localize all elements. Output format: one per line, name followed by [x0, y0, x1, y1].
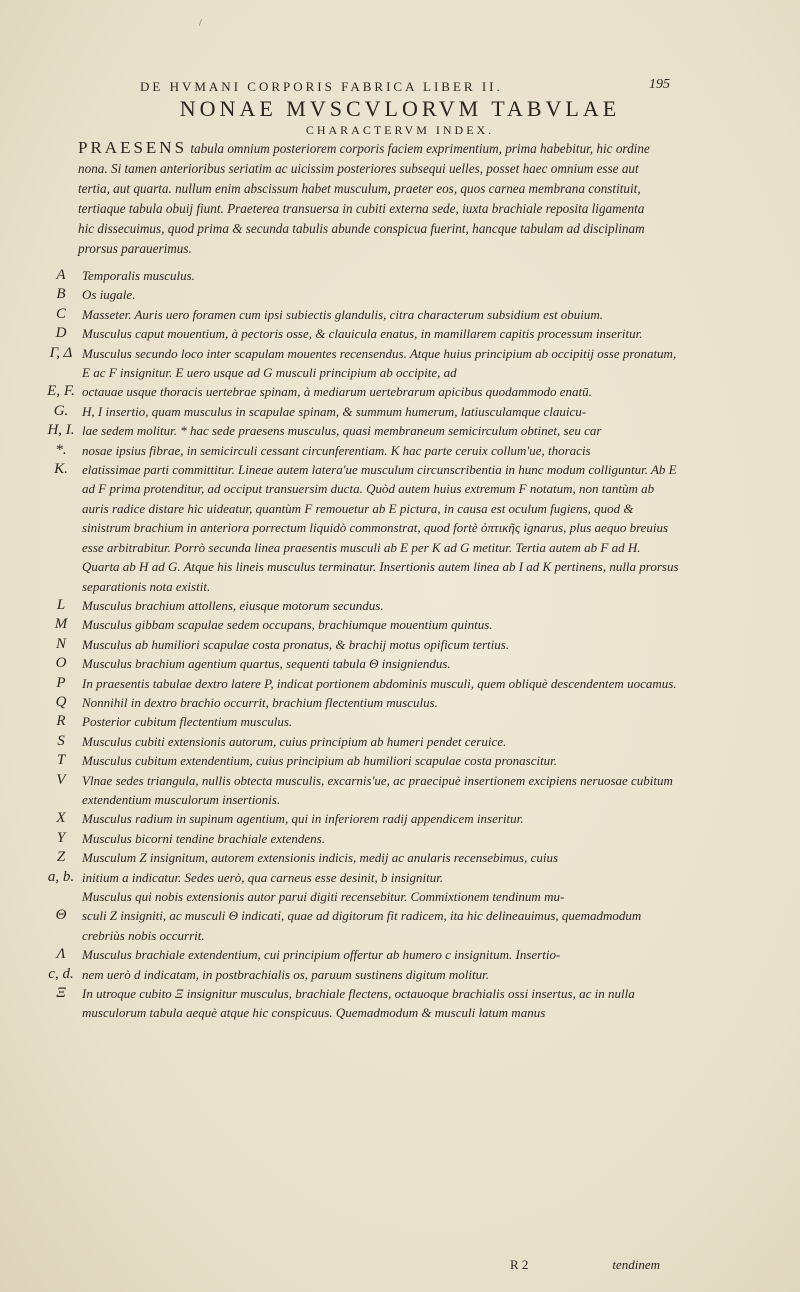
- index-entry: [40, 829, 680, 848]
- entry-key: H, I.: [47, 422, 75, 439]
- index-entry: [40, 382, 680, 401]
- entry-key: M: [54, 616, 68, 633]
- entry-text: Musculus bicorni tendine brachiale extendens.: [82, 830, 325, 846]
- entry-key: T: [56, 752, 66, 769]
- entry-text: H, I insertio, quam musculus in scapulae spinam, & summum humerum, latiusculamque clauicu-: [82, 403, 587, 419]
- entry-text: Temporalis musculus.: [82, 268, 195, 283]
- running-header: [130, 77, 670, 97]
- entry-text: nosae ipsius fibrae, in semicirculi cessant circunferentiam. K hac parte ceruix collum'ue, thoracis: [82, 442, 591, 458]
- intro-text: tabula omnium posteriorem corporis faciem exprimentium, prima habebitur, hic ordine nona. Si tamen anterioribus seriatim ac uicissim posteriores subsequi uelles, posset haec omnium esse aut tertia, aut quarta. nullum enim abscissum habet musculum, praeter eos, quos carnea membrana constituit, tertiaque tabula obuij fiunt. Praeterea transuersa in cubiti externa sede, iuxta brachiale reposita ligamenta hic dissecuimus, quod prima & secunda tabulis abunde conspicua fuerint, hancque tabulam ad disciplinam prorsus parauerimus.: [78, 141, 650, 256]
- entry-key: O: [55, 655, 67, 672]
- index-entry: [40, 596, 680, 615]
- index-entry: [40, 965, 680, 984]
- page-title: NONAE MVSCVLORVM TABVLAE: [179, 96, 621, 121]
- entry-text: Os iugale.: [82, 287, 136, 303]
- entry-text: Musculus cubitum extendentium, cuius principium ab humiliori scapulae costa pronascitur.: [82, 753, 558, 769]
- entry-text: Musculus radium in supinum agentium, qui in inferiorem radij appendicem inseritur.: [82, 811, 524, 827]
- entry-text: Musculus brachiale extendentium, cui principium offertur ab humero c insignitum. Insertio-: [82, 947, 561, 963]
- index-entry: [40, 421, 680, 440]
- entry-key: E, F.: [47, 383, 75, 400]
- entry-key: a, b.: [47, 868, 75, 885]
- index-entry: [40, 266, 680, 285]
- entry-key: X: [56, 810, 66, 827]
- entry-key: G.: [53, 402, 69, 419]
- entry-key: B: [56, 286, 66, 303]
- index-entry: [40, 712, 680, 731]
- folio-number: 195: [649, 77, 670, 92]
- index-entry: [40, 906, 680, 945]
- entry-key: D: [55, 325, 67, 342]
- page-mark: /: [199, 18, 202, 29]
- entry-text: lae sedem molitur. * hac sede praesens musculus, quasi membraneum semicirculum obtinet, seu car: [82, 423, 602, 439]
- entry-text: Musculus brachium attollens, eiusque motorum secundus.: [82, 597, 384, 613]
- entry-key: c, d.: [48, 965, 74, 982]
- entry-text: Posterior cubitum flectentium musculus.: [82, 714, 293, 730]
- entry-key: K.: [54, 461, 68, 478]
- character-index-list: [40, 266, 680, 1023]
- entry-text: Musculus caput mouentium, à pectoris osse, & clauicula enatus, in mamillarem capitis processum inseritur.: [82, 326, 643, 342]
- index-entry: [40, 984, 680, 1023]
- entry-text: Masseter. Auris uero foramen cum ipsi subiectis glandulis, citra characterum subsidium est obuium.: [82, 306, 604, 322]
- entry-text: sculi Z insigniti, ac musculi Θ indicati, quae ad digitorum fit radicem, ita hic delineauimus, quemadmodum crebriùs nobis occurrit.: [82, 908, 642, 943]
- page-subtitle: CHARACTERVM INDEX.: [305, 123, 495, 137]
- entry-text: Musculus gibbam scapulae sedem occupans, brachiumque mouentium quintus.: [82, 617, 493, 633]
- entry-key: S: [57, 732, 65, 749]
- index-entry: [40, 771, 680, 810]
- entry-text: Musculus cubiti extensionis autorum, cuius principium ab humeri pendet ceruice.: [82, 733, 507, 749]
- entry-text: Nonnihil in dextro brachio occurrit, brachium flectentium musculus.: [82, 694, 438, 710]
- index-entry: [40, 848, 680, 867]
- index-entry: [40, 324, 680, 343]
- entry-text: Musculus ab humiliori scapulae costa pronatus, & brachij motus opificum tertius.: [82, 636, 510, 652]
- index-entry: [40, 344, 680, 383]
- entry-key: P: [56, 674, 66, 691]
- intro-paragraph: [78, 138, 658, 259]
- index-entry: [40, 868, 680, 887]
- entry-key: Z: [56, 849, 66, 866]
- entry-text: elatissimae parti committitur. Lineae autem latera'ue musculum circunscribentia in hunc modum colliguntur. Ab E ad F prima protenditur, ad occiput transuersim ducta. Quòd autem huius extremum F notatum, non tantùm ab auris radice distare hic uideatur, quantùm F remouetur ab E pictura, in causa est oculum fugiens, quod & sinistrum brachium in anteriora porrectum liquidò commonstrat, quod fortè ὀπτικῆς ignarus, plus aequo breuius esse arbitrabitur. Porrò secunda linea praesentis musculi ab E per K ad G metitur. Tertia autem ab F ad H. Quarta ab H ad G. Atque his lineis musculus terminatur. Insertionis autem linea ab I ad K pertinens, nulla prorsus separationis nota existit.: [82, 462, 679, 594]
- entry-key: L: [56, 596, 66, 613]
- entry-key: Γ, Δ: [49, 344, 73, 361]
- entry-text: Musculus brachium agentium quartus, sequenti tabula Θ insigniendus.: [82, 656, 451, 672]
- entry-key: C: [55, 305, 66, 322]
- entry-text: initium a indicatur. Sedes uerò, qua carneus esse desinit, b insignitur.: [82, 869, 444, 885]
- index-entry: [40, 809, 680, 828]
- index-entry: [40, 674, 680, 693]
- entry-text: In utroque cubito Ξ insignitur musculus, brachiale flectens, octauoque brachialis ossi insertus, ac in nulla musculorum tabula aequè atque hic conspicuus. Quemadmodum & musculi latum manus: [82, 986, 635, 1021]
- signature-mark: R 2: [510, 1257, 529, 1272]
- entry-text: In praesentis tabulae dextro latere P, indicat portionem abdominis musculi, quem obliquè descendentem uocamus.: [82, 675, 677, 691]
- entry-key: R: [56, 713, 66, 730]
- index-entry: [40, 751, 680, 770]
- index-entry: [40, 945, 680, 964]
- entry-key: Θ: [55, 907, 67, 924]
- index-entry: [40, 615, 680, 634]
- catchword: tendinem: [612, 1257, 660, 1272]
- intro-lead: PRAESENS: [78, 138, 188, 157]
- index-entry: [40, 732, 680, 751]
- entry-key: Ξ: [56, 985, 66, 1002]
- index-entry: [40, 441, 680, 460]
- entry-text: octauae usque thoracis uertebrae spinam, à mediarum uertebrarum apicibus quodammodo enatū.: [82, 384, 592, 400]
- entry-key: *.: [55, 441, 67, 458]
- entry-key: N: [55, 635, 66, 652]
- index-entry: [40, 402, 680, 421]
- entry-text: Musculus secundo loco inter scapulam mouentes recensendus. Atque huius principium ab occipitij osse pronatum, E ac F insignitur. E uero usque ad G musculi principium ab occipite, ad: [82, 345, 677, 381]
- entry-key: Y: [56, 829, 66, 846]
- index-entry: [40, 460, 680, 596]
- index-entry: [40, 635, 680, 654]
- entry-text: Vlnae sedes triangula, nullis obtecta musculis, excarnis'ue, ac praecipuè insertionem excipiens neruosae cubitum extendentium musculorum insertionis.: [82, 772, 673, 807]
- entry-text: Musculus qui nobis extensionis autor parui digiti recensebitur. Commixtionem tendinum mu-: [82, 889, 565, 904]
- entry-text: nem uerò d indicatam, in postbrachialis os, paruum sustinens digitum molitur.: [82, 966, 489, 982]
- entry-key: Q: [55, 693, 67, 710]
- catchword-line: [470, 1257, 660, 1277]
- index-entry: [40, 693, 680, 712]
- index-entry: [40, 887, 680, 906]
- entry-key: A: [56, 267, 66, 283]
- index-entry: [40, 305, 680, 324]
- entry-key: V: [56, 771, 66, 788]
- entry-text: Musculum Z insignitum, autorem extensionis indicis, medij ac anularis recensebimus, cuius: [82, 850, 559, 866]
- index-entry: [40, 654, 680, 673]
- entry-key: Λ: [56, 946, 66, 963]
- index-entry: [40, 285, 680, 304]
- running-head: DE HVMANI CORPORIS FABRICA LIBER II.: [140, 79, 503, 94]
